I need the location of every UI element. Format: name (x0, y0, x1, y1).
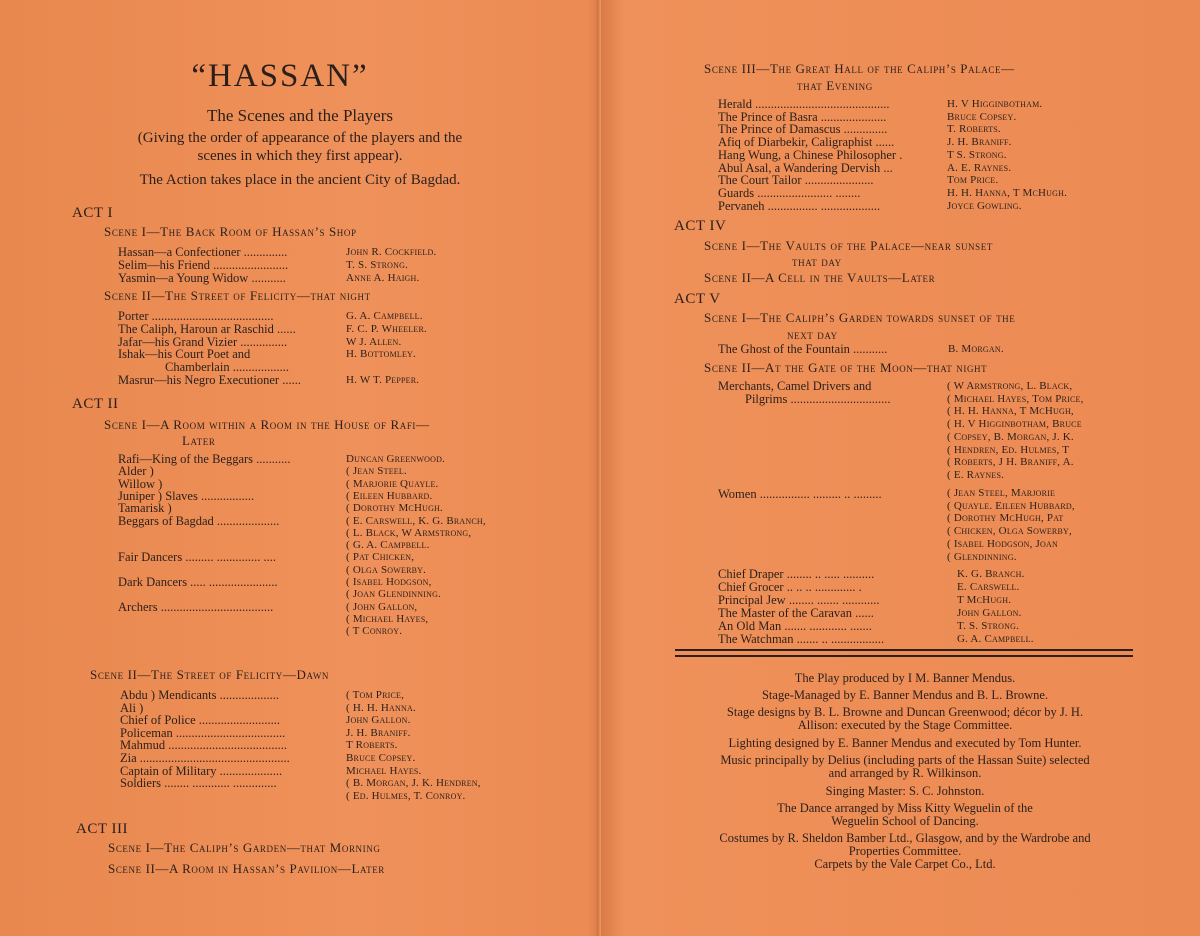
player-name: Duncan Greenwood. (346, 453, 446, 465)
act-4-scene-1-line-1: Scene I—The Vaults of the Palace—near sunset (704, 238, 993, 253)
player-name: ( Hendren, Ed. Hulmes, T (947, 443, 1070, 456)
player-name: ( L. Black, W Armstrong, (346, 526, 472, 539)
divider-rule (675, 649, 1133, 657)
act-1-scene-1: Scene I—The Back Room of Hassan’s Shop (104, 224, 357, 239)
credit-line: Carpets by the Vale Carpet Co., Ltd. (814, 857, 996, 871)
setting-line: The Action takes place in the ancient City of Bagdad. (139, 172, 461, 188)
programme-subtitle: The Scenes and the Players (207, 106, 393, 125)
role-name: Merchants, Camel Drivers and (718, 379, 872, 393)
role-name: Rafi—King of the Beggars ........... (118, 452, 291, 466)
player-name: ( H. H. Hanna, T McHugh, (947, 405, 1074, 418)
act-3-scene-3-line-2: that Evening (797, 78, 873, 93)
player-name: John R. Cockfield. (346, 246, 437, 258)
role-name: Tamarisk ) (118, 501, 172, 516)
role-name: Mahmud ...................................... (120, 738, 288, 753)
role-name: Ishak—his Court Poet and (118, 347, 251, 362)
player-name: F. C. P. Wheeler. (346, 322, 427, 335)
player-name: ( Roberts, J H. Braniff, A. (947, 456, 1074, 469)
role-name: The Prince of Damascus .............. (718, 122, 888, 137)
player-name: ( B. Morgan, J. K. Hendren, (346, 777, 481, 790)
role-name: Abdu ) Mendicants ................... (120, 688, 280, 702)
role-name: Beggars of Bagdad .................... (118, 513, 280, 528)
credit-line: Stage designs by B. L. Browne and Duncan Greenwood; décor by J. H. (726, 705, 1084, 719)
player-name: ( G. A. Campbell. (346, 539, 430, 552)
act-2-scene-1-line-1: Scene I—A Room within a Room in the House of Rafi— (104, 417, 430, 432)
role-name: Pervaneh ................ ................... (718, 198, 881, 213)
player-name: ( E. Carswell, K. G. Branch, (346, 514, 486, 527)
note-line-2: scenes in which they first appear). (197, 148, 403, 164)
act-1-scene-2: Scene II—The Street of Felicity—that night (104, 288, 371, 303)
player-name: ( Pat Chicken, (346, 551, 415, 564)
player-name: G. A. Campbell. (957, 632, 1034, 645)
player-name: ( Jean Steel. (346, 465, 407, 478)
player-name: E. Carswell. (957, 580, 1020, 593)
player-name: T S. Strong. (947, 148, 1007, 161)
role-name: Ali ) (120, 700, 144, 715)
role-name: Chamberlain .................. (165, 360, 289, 375)
act-3-scene-2: Scene II—A Room in Hassan’s Pavilion—Later (108, 861, 385, 876)
role-name: Hassan—a Confectioner .............. (118, 245, 288, 259)
player-name: ( H. V Higginbotham, Bruce (947, 418, 1082, 431)
player-name: ( Dorothy McHugh, Pat (947, 512, 1064, 525)
role-name: Masrur—his Negro Executioner ...... (118, 373, 301, 387)
role-name: Fair Dancers ......... .............. .... (118, 550, 276, 565)
player-name: ( Glendinning. (947, 550, 1017, 563)
player-name: ( Isabel Hodgson, Joan (947, 537, 1058, 550)
role-name: The Watchman ....... .. ................. (718, 631, 885, 646)
act-5-scene-2: Scene II—At the Gate of the Moon—that night (704, 360, 988, 375)
credit-line: Costumes by R. Sheldon Bamber Ltd., Glasgow, and by the Wardrobe and (719, 831, 1091, 845)
credit-line: Singing Master: S. C. Johnston. (825, 784, 985, 798)
player-name: ( Quayle. Eileen Hubbard, (947, 499, 1075, 512)
act-2-heading: ACT II (72, 396, 119, 412)
player-name: ( Jean Steel, Marjorie (947, 487, 1056, 499)
player-name: T. Roberts. (947, 123, 1001, 136)
act-1-heading: ACT I (72, 205, 113, 221)
player-name: A. E. Raynes. (947, 161, 1012, 174)
player-name: ( Michael Hayes, Tom Price, (947, 392, 1084, 405)
player-name: ( Copsey, B. Morgan, J. K. (947, 430, 1074, 443)
credit-line: Properties Committee. (848, 844, 962, 858)
player-name: ( T Conroy. (346, 625, 403, 638)
act-4-scene-2: Scene II—A Cell in the Vaults—Later (704, 270, 936, 285)
act-3-scene-1: Scene I—The Caliph’s Garden—that Morning (108, 840, 381, 855)
player-name: K. G. Branch. (957, 568, 1025, 580)
player-name: ( W Armstrong, L. Black, (947, 380, 1073, 392)
role-name: Porter ....................................... (118, 309, 274, 323)
role-name: Principal Jew ........ ....... ............ (718, 592, 880, 607)
role-name: Guards ........................ ........ (718, 185, 861, 200)
player-name: Bruce Copsey. (947, 110, 1017, 123)
role-name: Dark Dancers ..... ...................... (118, 575, 278, 589)
player-name: Bruce Copsey. (346, 752, 416, 764)
act-3-scene-3-line-1: Scene III—The Great Hall of the Caliph’s Palace— (704, 61, 1015, 76)
player-name: Anne A. Haigh. (346, 271, 420, 284)
role-name: The Court Tailor ...................... (718, 173, 874, 188)
programme-title: “HASSAN” (191, 58, 369, 94)
credit-line: and arranged by R. Wilkinson. (828, 766, 982, 780)
role-name: Abul Asal, a Wandering Dervish ... (718, 160, 893, 175)
role-name: Women ................ ......... .. ......... (718, 487, 882, 501)
player-name: ( Olga Sowerby. (346, 563, 427, 576)
player-name: John Gallon. (346, 714, 411, 727)
player-name: ( E. Raynes. (947, 468, 1005, 481)
role-name: The Master of the Caravan ...... (718, 605, 874, 620)
role-name: Afiq of Diarbekir, Caligraphist ...... (718, 135, 895, 150)
role-name: An Old Man ....... ............ ....... (718, 618, 872, 633)
player-name: ( Chicken, Olga Sowerby, (947, 525, 1072, 538)
player-name: ( John Gallon, (346, 600, 418, 613)
player-name: ( Ed. Hulmes, T. Conroy. (346, 789, 466, 802)
player-name: John Gallon. (957, 606, 1022, 619)
credit-line: Stage-Managed by E. Banner Mendus and B. L. Browne. (761, 688, 1049, 702)
role-name: Soldiers ........ ............ .............. (120, 776, 277, 791)
credit-line: Lighting designed by E. Banner Mendus and executed by Tom Hunter. (728, 736, 1082, 750)
credit-line: Music principally by Delius (including parts of the Hassan Suite) selected (720, 753, 1090, 767)
role-name: Herald ........................................... (718, 97, 890, 111)
role-name: Chief of Police .......................... (120, 713, 281, 728)
player-name: W J. Allen. (346, 335, 402, 348)
role-name: Pilgrims ................................ (745, 391, 891, 406)
role-name: Juniper ) Slaves ................. (118, 488, 255, 503)
player-name: T. S. Strong. (346, 258, 409, 271)
role-name: The Caliph, Haroun ar Raschid ...... (118, 321, 296, 336)
player-name: H. Bottomley. (346, 348, 416, 361)
role-name: Captain of Military .................... (120, 763, 283, 778)
role-name: Zia ................................................ (120, 751, 290, 765)
player-name: H. W T. Pepper. (346, 374, 420, 386)
credit-line: The Dance arranged by Miss Kitty Weguelin of the (777, 801, 1033, 815)
act-5-heading: ACT V (674, 291, 721, 307)
credit-line: The Play produced by I M. Banner Mendus. (794, 671, 1016, 685)
act-4-scene-1-line-2: that day (792, 254, 842, 269)
player-name: J. H. Braniff. (346, 726, 411, 739)
act-2-scene-2: Scene II—The Street of Felicity—Dawn (90, 667, 330, 682)
role-name: Policeman ................................... (120, 725, 286, 740)
act-2-scene-1-line-2: Later (182, 433, 216, 448)
player-name: H. H. Hanna, T McHugh. (947, 186, 1068, 199)
player-name: ( Michael Hayes, (346, 612, 429, 625)
act-3-heading: ACT III (76, 821, 128, 837)
role-name: Yasmin—a Young Widow ........... (118, 270, 286, 285)
role-name: Archers .................................... (118, 599, 274, 614)
role-name: Chief Draper ........ .. ..... .......... (718, 567, 875, 581)
ghost-player: B. Morgan. (948, 343, 1004, 355)
player-name: Michael Hayes. (346, 764, 422, 777)
role-name: Jafar—his Grand Vizier ............... (118, 334, 288, 349)
credit-line: Allison: executed by the Stage Committee. (797, 718, 1013, 732)
player-name: ( Eileen Hubbard. (346, 489, 433, 502)
player-name: T McHugh. (957, 593, 1012, 606)
ghost-role: The Ghost of the Fountain ........... (718, 342, 888, 356)
role-name: Willow ) (118, 476, 163, 491)
player-name: ( Tom Price, (346, 689, 405, 701)
player-name: H. V Higginbotham. (947, 98, 1043, 110)
note-line-1: (Giving the order of appearance of the players and the (137, 130, 463, 146)
player-name: ( Dorothy McHugh. (346, 502, 443, 515)
player-name: Tom Price. (947, 174, 999, 187)
credit-line: Weguelin School of Dancing. (831, 814, 979, 828)
act-5-scene-1-line-1: Scene I—The Caliph’s Garden towards sunset of the (704, 310, 1016, 325)
player-name: ( Isabel Hodgson, (346, 576, 432, 588)
role-name: The Prince of Basra ..................... (718, 109, 887, 124)
player-name: J. H. Braniff. (947, 136, 1012, 149)
role-name: Alder ) (118, 464, 154, 479)
player-name: T Roberts. (346, 739, 398, 752)
player-name: ( Marjorie Quayle. (346, 477, 439, 490)
act-5-scene-1-line-2: next day (787, 327, 838, 342)
player-name: ( H. H. Hanna. (346, 701, 416, 714)
role-name: Hang Wung, a Chinese Philosopher . (718, 147, 903, 162)
player-name: G. A. Campbell. (346, 310, 423, 322)
left-page (0, 0, 597, 936)
act-4-heading: ACT IV (674, 218, 727, 234)
player-name: T. S. Strong. (957, 619, 1020, 632)
player-name: Joyce Gowling. (947, 199, 1022, 212)
role-name: Selim—his Friend ........................ (118, 257, 289, 272)
player-name: ( Joan Glendinning. (346, 588, 442, 601)
role-name: Chief Grocer .. .. .. ............. . (718, 579, 862, 594)
